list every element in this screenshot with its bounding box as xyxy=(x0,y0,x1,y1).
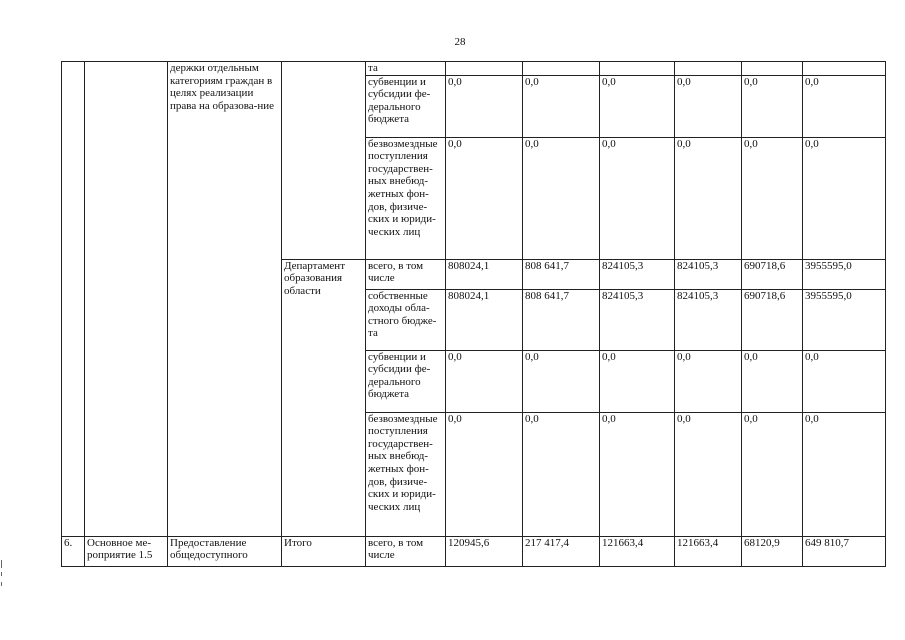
cell-description: держки отдельным категориям граждан в целях реализации права на образова-ние xyxy=(168,62,282,537)
cell-value: 0,0 xyxy=(675,137,742,259)
cell-value xyxy=(803,62,886,76)
margin-mark xyxy=(1,582,2,586)
cell-value: 0,0 xyxy=(446,137,523,259)
cell-value: 808024,1 xyxy=(446,289,523,350)
cell-value: 0,0 xyxy=(600,350,675,412)
cell-value: 808 641,7 xyxy=(523,289,600,350)
cell-source: всего, в том числе xyxy=(366,536,446,566)
cell-value xyxy=(675,62,742,76)
cell-value: 0,0 xyxy=(675,75,742,137)
margin-mark xyxy=(1,572,2,576)
cell-value: 3955595,0 xyxy=(803,259,886,289)
cell-value: 690718,6 xyxy=(742,259,803,289)
cell-value: 0,0 xyxy=(600,75,675,137)
cell-source: всего, в том числе xyxy=(366,259,446,289)
cell-value: 3955595,0 xyxy=(803,289,886,350)
cell-value: 217 417,4 xyxy=(523,536,600,566)
cell-value: 120945,6 xyxy=(446,536,523,566)
cell-value: 0,0 xyxy=(803,75,886,137)
cell-value: 0,0 xyxy=(803,350,886,412)
cell-activity xyxy=(85,62,168,537)
cell-value: 824105,3 xyxy=(675,289,742,350)
cell-description: Предоставление общедоступного xyxy=(168,536,282,566)
cell-executor: Департамент образования области xyxy=(282,259,366,536)
cell-value: 690718,6 xyxy=(742,289,803,350)
cell-value: 649 810,7 xyxy=(803,536,886,566)
cell-value xyxy=(742,62,803,76)
page-number: 28 xyxy=(454,36,466,48)
table-row xyxy=(62,536,886,566)
cell-value: 0,0 xyxy=(446,350,523,412)
cell-value: 0,0 xyxy=(675,412,742,536)
table-row xyxy=(62,62,886,76)
cell-value: 0,0 xyxy=(446,75,523,137)
cell-executor: Итого xyxy=(282,536,366,566)
cell-number: 6. xyxy=(62,536,85,566)
cell-value: 0,0 xyxy=(523,412,600,536)
cell-value: 824105,3 xyxy=(600,259,675,289)
cell-value: 0,0 xyxy=(742,350,803,412)
cell-value: 0,0 xyxy=(675,350,742,412)
cell-value: 0,0 xyxy=(803,412,886,536)
cell-value xyxy=(446,62,523,76)
cell-source: безвозмездные поступления государствен-ных внебюд-жетных фон-дов, физиче-ских и юриди-ческих лиц xyxy=(366,412,446,536)
cell-value: 808 641,7 xyxy=(523,259,600,289)
cell-value: 121663,4 xyxy=(675,536,742,566)
cell-value: 0,0 xyxy=(742,412,803,536)
cell-activity: Основное ме-роприятие 1.5 xyxy=(85,536,168,566)
cell-value: 0,0 xyxy=(742,75,803,137)
cell-value: 0,0 xyxy=(523,350,600,412)
cell-value: 0,0 xyxy=(600,412,675,536)
cell-value xyxy=(523,62,600,76)
cell-value xyxy=(600,62,675,76)
margin-mark xyxy=(1,560,2,568)
cell-value: 824105,3 xyxy=(600,289,675,350)
cell-value: 0,0 xyxy=(523,137,600,259)
cell-executor xyxy=(282,62,366,260)
cell-value: 824105,3 xyxy=(675,259,742,289)
cell-number xyxy=(62,62,85,537)
cell-value: 0,0 xyxy=(600,137,675,259)
budget-table xyxy=(61,61,886,567)
cell-source: субвенции и субсидии фе-дерального бюджета xyxy=(366,350,446,412)
cell-value: 121663,4 xyxy=(600,536,675,566)
cell-source: собственные доходы обла-стного бюдже-та xyxy=(366,289,446,350)
cell-source: та xyxy=(366,62,446,76)
cell-value: 0,0 xyxy=(446,412,523,536)
cell-value: 0,0 xyxy=(742,137,803,259)
cell-value: 808024,1 xyxy=(446,259,523,289)
cell-value: 0,0 xyxy=(803,137,886,259)
cell-source: безвозмездные поступления государствен-ных внебюд-жетных фон-дов, физиче-ских и юриди-ческих лиц xyxy=(366,137,446,259)
cell-value: 68120,9 xyxy=(742,536,803,566)
cell-source: субвенции и субсидии фе-дерального бюджета xyxy=(366,75,446,137)
cell-value: 0,0 xyxy=(523,75,600,137)
